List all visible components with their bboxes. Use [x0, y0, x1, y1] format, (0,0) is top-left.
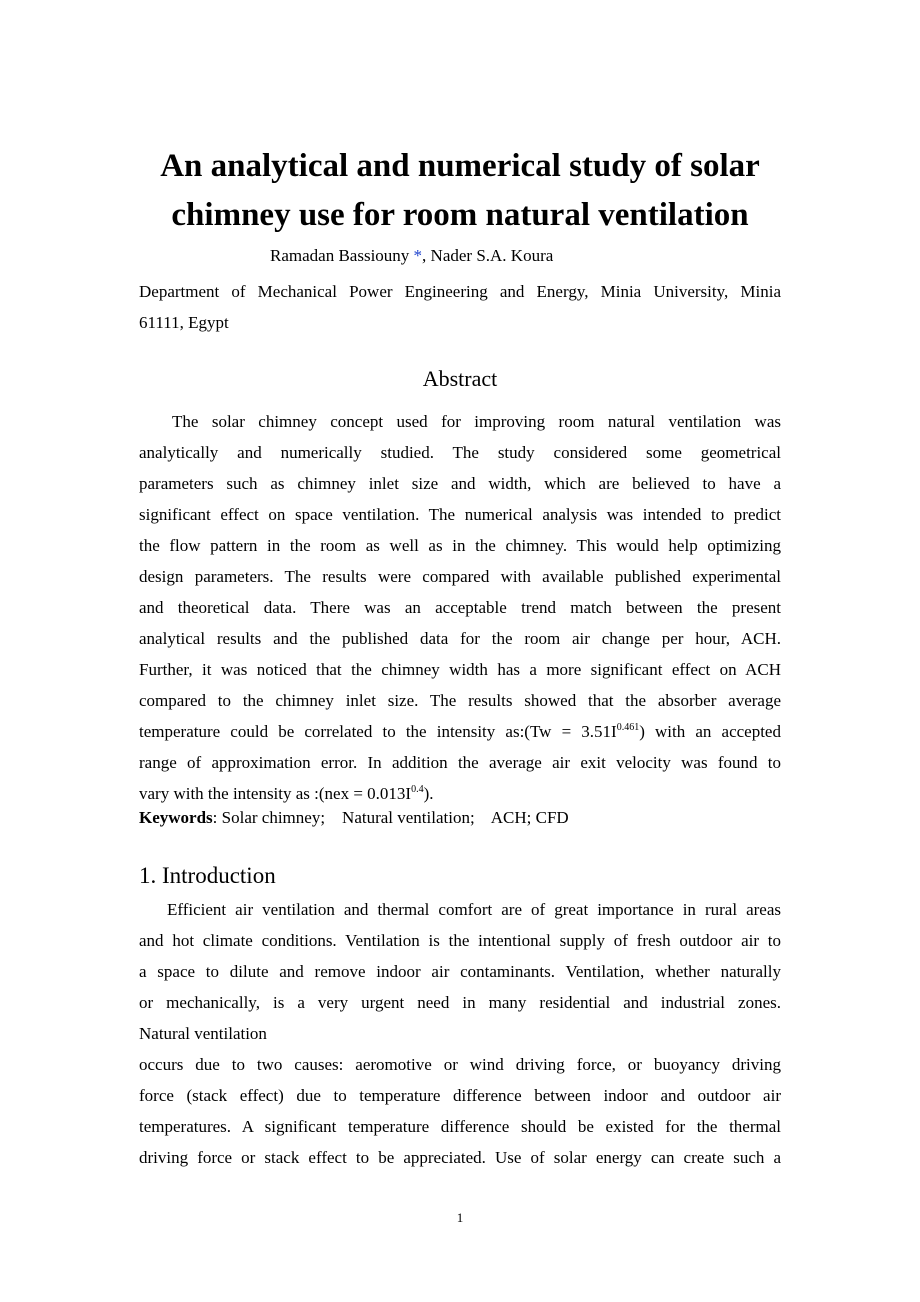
equation-tw-text: temperature could be correlated to the intensity as:(Tw = 3.51I	[139, 722, 617, 741]
introduction-line: Natural ventilation	[139, 1024, 267, 1043]
introduction-line: occurs due to two causes: aeromotive or wind driving force, or buoyancy driving	[139, 1055, 781, 1074]
paper-title-line-2: chimney use for room natural ventilation	[171, 197, 749, 233]
introduction-line: force (stack effect) due to temperature difference between indoor and outdoor air	[139, 1086, 781, 1105]
introduction-line: temperatures. A significant temperature difference should be existed for the thermal	[139, 1117, 781, 1136]
paper-title-line-1: An analytical and numerical study of solar	[160, 148, 760, 184]
page-number: 1	[456, 1210, 464, 1225]
abstract-line: the flow pattern in the room as well as in the chimney. This would help optimizing	[139, 536, 781, 555]
equation-nex-exponent: 0.4	[411, 784, 424, 795]
author-affiliation	[139, 276, 781, 338]
corresponding-author-link[interactable]: *	[413, 246, 423, 265]
introduction-line: and hot climate conditions. Ventilation is the intentional supply of fresh outdoor air to	[139, 931, 781, 950]
introduction-line: or mechanically, is a very urgent need in many residential and industrial zones.	[139, 993, 781, 1012]
paper-title	[100, 142, 820, 240]
abstract-line: The solar chimney concept used for improving room natural ventilation was	[172, 412, 781, 431]
abstract-line: significant effect on space ventilation. The numerical analysis was intended to predict	[139, 505, 781, 524]
abstract-body	[139, 406, 781, 809]
abstract-line-equation-tw	[139, 716, 781, 747]
equation-tw-suffix: ) with an accepted	[639, 722, 781, 741]
introduction-line: driving force or stack effect to be appreciated. Use of solar energy can create such a	[139, 1148, 781, 1167]
abstract-line: parameters such as chimney inlet size and width, which are believed to have a	[139, 474, 781, 493]
keywords-text: : Solar chimney; Natural ventilation; ACH; CFD	[212, 808, 569, 827]
introduction-body	[139, 894, 781, 1173]
equation-nex-suffix: ).	[423, 784, 434, 803]
affiliation-line-1: Department of Mechanical Power Engineering and Energy, Minia University, Minia	[139, 282, 781, 301]
keywords-label: Keywords	[139, 808, 213, 827]
coauthor-name: , Nader S.A. Koura	[422, 246, 554, 265]
abstract-line-equation-nex	[139, 778, 781, 809]
equation-tw-exponent: 0.461	[616, 722, 640, 733]
introduction-line: Efficient air ventilation and thermal comfort are of great importance in rural areas	[167, 900, 781, 919]
keywords-line	[139, 806, 569, 830]
abstract-line: design parameters. The results were compared with available published experimental	[139, 567, 781, 586]
affiliation-line-2: 61111, Egypt	[139, 313, 229, 332]
abstract-line: analytical results and the published data for the room air change per hour, ACH.	[139, 629, 781, 648]
equation-nex-text: vary with the intensity as :(nex = 0.013I	[139, 784, 412, 803]
section-heading-introduction: 1. Introduction	[139, 863, 276, 888]
abstract-line: compared to the chimney inlet size. The results showed that the absorber average	[139, 691, 781, 710]
abstract-line: range of approximation error. In addition the average air exit velocity was found to	[139, 753, 781, 772]
abstract-heading: Abstract	[422, 366, 498, 391]
author-name: Ramadan Bassiouny	[270, 246, 414, 265]
author-list	[270, 244, 553, 268]
abstract-line: analytically and numerically studied. The study considered some geometrical	[139, 443, 781, 462]
abstract-line: and theoretical data. There was an acceptable trend match between the present	[139, 598, 781, 617]
abstract-line: Further, it was noticed that the chimney width has a more significant effect on ACH	[139, 660, 781, 679]
introduction-line: a space to dilute and remove indoor air contaminants. Ventilation, whether naturally	[139, 962, 781, 981]
